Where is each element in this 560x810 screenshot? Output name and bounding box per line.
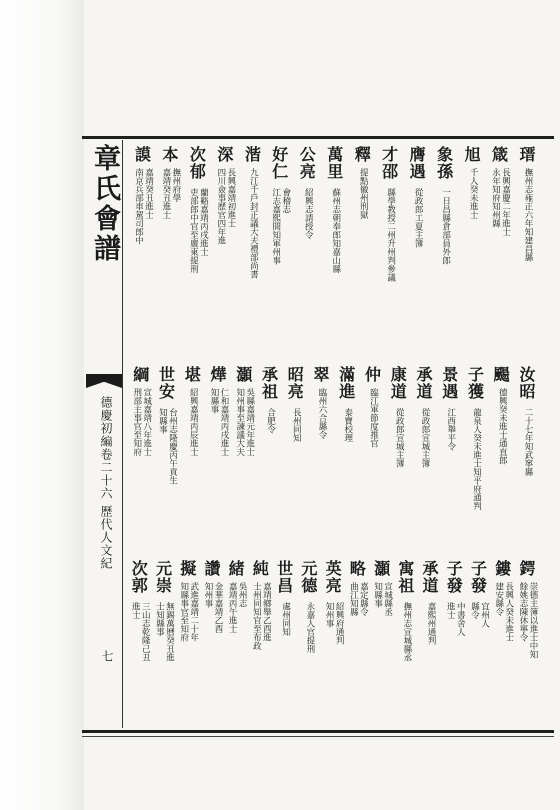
person-annotation: 臨州六合縣令 (317, 388, 327, 439)
person-annotation: 宣城嘉靖八年進士 (141, 388, 152, 456)
person-annotation: 長興人癸未進士 (503, 582, 514, 642)
person-entry (175, 366, 205, 554)
person-entry (330, 366, 360, 554)
person-annotation: 臨江軍節度推官 (368, 388, 379, 448)
person-annotation: 德興癸未進士通直郎 (497, 388, 508, 465)
person-annotation: 台州志隆慶丙午貢生 (167, 408, 178, 485)
person-name: 世安 (156, 366, 176, 400)
person-annotation: 南京兵部車駕司郎中 (133, 168, 144, 245)
person-name: 次郁 (187, 146, 207, 180)
person-name: 英亮 (323, 560, 343, 594)
person-annotation: 蘇州志朝奉郎知嘉山縣 (330, 188, 341, 273)
person-annotation: 仁和嘉靖丙戌進士 (219, 388, 229, 456)
person-entry (510, 366, 540, 554)
person-annotation: 泰寶校理 (342, 408, 353, 442)
person-annotation: 合肥令 (265, 408, 276, 434)
person-name: 鍔 (517, 560, 536, 577)
person-entry (201, 366, 231, 554)
person-name: 深 (214, 146, 234, 163)
person-annotation: 千人癸未進士 (468, 168, 479, 219)
person-name: 箴 (489, 146, 509, 163)
top-border-rule (82, 136, 554, 139)
person-name: 堪 (182, 366, 202, 383)
person-entry (290, 146, 320, 361)
person-name: 略 (347, 560, 367, 577)
person-entry (356, 366, 386, 554)
person-name: 颺 (491, 366, 511, 383)
person-annotation: 江志嘉熙間知軍州事 (270, 188, 281, 265)
fishtail-mark (86, 374, 122, 388)
person-name: 滿進 (336, 366, 356, 400)
person-annotation: 嘉定縣令 (358, 582, 369, 616)
person-entry (381, 366, 411, 554)
person-annotation: 武進嘉靖二十年 (188, 582, 199, 642)
person-annotation: 撫州志宣城縣丞 (401, 602, 412, 662)
person-name: 昭亮 (285, 366, 305, 400)
person-annotation: 嘉靖癸丑進士 (143, 168, 154, 219)
person-annotation: 宣城縣丞 (382, 582, 393, 616)
person-name: 象孫 (434, 146, 454, 180)
person-entry (407, 366, 437, 554)
person-entry (484, 366, 514, 554)
person-annotation: 進士 (445, 602, 456, 619)
person-name: 公亮 (297, 146, 317, 180)
person-annotation: 金華嘉靖乙酉 (212, 582, 223, 633)
person-annotation: 龍泉人癸未進士知平府通判 (471, 408, 482, 510)
person-name: 燁 (208, 366, 227, 383)
person-annotation: 知縣事 (372, 582, 383, 608)
person-annotation: 刑部主事官至知府 (131, 388, 142, 456)
person-annotation: 三山志乾隆己丑 (140, 602, 151, 662)
chapter-heading: 德慶初編卷二十六 歷代人文紀 (99, 396, 113, 570)
person-name: 元德 (298, 560, 318, 594)
person-annotation: 縣學教授二州升州判參議 (385, 188, 396, 282)
person-annotation: 從政郎工夏主簿 (413, 188, 424, 248)
person-name: 翠 (311, 366, 330, 383)
person-entry (235, 146, 265, 361)
person-name: 承道 (414, 366, 433, 400)
person-annotation: 建安縣令 (493, 582, 504, 616)
person-annotation: 中書舍人 (455, 602, 466, 636)
person-entry (483, 146, 513, 361)
person-annotation: 進士 (130, 602, 141, 619)
person-annotation: 吏部郎中官至廣東提刑 (188, 188, 199, 273)
person-annotation: 江西舉平令 (445, 408, 456, 451)
person-name: 康道 (388, 366, 408, 400)
person-annotation: 會稽志 (280, 188, 291, 214)
person-name: 謨 (132, 146, 152, 163)
person-annotation: 嘉熙州通判 (426, 602, 437, 645)
person-entry (150, 366, 180, 554)
person-name: 世昌 (274, 560, 294, 594)
person-annotation: 二十七年知武寧縣 (523, 408, 533, 476)
person-name: 承祖 (259, 366, 279, 400)
person-entry (124, 366, 154, 554)
person-annotation: 知縣事 (209, 388, 219, 414)
person-name: 元崇 (153, 560, 173, 594)
person-name: 綱 (130, 366, 150, 383)
person-name: 灝 (371, 560, 391, 577)
person-annotation: 知州事至諫議大夫 (234, 388, 245, 456)
person-entry (304, 366, 334, 554)
person-annotation: 一日昌縣倉部員外郎 (440, 188, 451, 265)
person-name: 子獲 (465, 366, 485, 400)
person-name: 次郭 (129, 560, 149, 594)
page-margin-column (86, 140, 123, 728)
person-annotation: 撫州志雍正六年知建昌縣 (523, 168, 533, 262)
person-annotation: 四川僉事歷官四年進 (215, 168, 226, 245)
person-annotation: 處州同知 (280, 602, 291, 636)
person-annotation: 吳州志 (237, 582, 248, 608)
person-name: 寓祖 (395, 560, 415, 594)
person-annotation: 知州事 (202, 582, 213, 608)
person-annotation: 曲江知縣 (348, 582, 359, 616)
person-annotation: 崇德主簿以進士中知 (528, 582, 538, 659)
person-annotation: 知縣事 (157, 408, 168, 434)
person-name: 旭 (462, 146, 482, 163)
person-name: 讚 (201, 560, 221, 577)
person-entry (227, 366, 257, 554)
person-annotation: 從政郎宣城主簿 (394, 408, 405, 468)
person-annotation: 撫州府學 (170, 168, 181, 202)
person-entry (180, 146, 210, 361)
person-annotation: 從政郎宣城主簿 (420, 408, 430, 468)
person-name: 仲 (362, 366, 382, 383)
person-name: 子發 (444, 560, 464, 594)
person-entry (510, 146, 540, 361)
person-name: 才邵 (379, 146, 399, 180)
person-name: 承道 (420, 560, 440, 594)
person-annotation: 知縣事官至知府 (178, 582, 189, 642)
person-name: 湝 (242, 146, 262, 163)
person-annotation: 長州同知 (291, 408, 302, 442)
person-entry (455, 146, 485, 361)
binding-margin (0, 0, 84, 810)
person-annotation: 士州同知官至布政 (251, 582, 262, 650)
person-name: 本 (159, 146, 179, 163)
person-name: 灝 (233, 366, 253, 383)
person-annotation: 嘉靖癸丑進士 (160, 168, 171, 219)
person-name: 緒 (226, 560, 246, 577)
person-name: 瑨 (517, 146, 536, 163)
person-name: 釋 (352, 146, 372, 163)
person-annotation: 餘姚志陳休寧令 (518, 582, 528, 642)
person-entry (263, 146, 293, 361)
person-entry (122, 560, 152, 748)
person-annotation: 蘭谿嘉靖丙戌進士 (198, 188, 209, 256)
person-name: 好仁 (269, 146, 289, 180)
person-annotation: 吳縣嘉靖元年進士 (244, 388, 255, 456)
person-entry (373, 146, 403, 361)
person-annotation: 紹興嘉靖丙辰進士 (188, 388, 199, 456)
person-annotation: 無錫萬曆癸丑進 (164, 602, 175, 662)
person-name: 鏤 (492, 560, 512, 577)
person-annotation: 嘉靖鄉舉乙酉進 (261, 582, 272, 642)
person-entry (125, 146, 155, 361)
person-entry (278, 366, 308, 554)
person-name: 景遇 (439, 366, 459, 400)
person-name: 子發 (468, 560, 488, 594)
person-annotation: 永年知府知州縣 (490, 168, 501, 228)
person-entry (400, 146, 430, 361)
person-annotation: 士知縣事 (154, 602, 165, 636)
leaf-number: 七 (100, 650, 114, 662)
person-annotation: 宜州人 (479, 602, 490, 628)
person-annotation: 長興嘉慶二年進士 (500, 168, 511, 236)
person-annotation: 知州事 (324, 602, 335, 628)
person-annotation: 縣令 (469, 602, 480, 619)
person-entry (433, 366, 463, 554)
book-title: 章氏會譜 (89, 144, 120, 264)
person-annotation: 九江千戶封正議大夫禮部尚書 (248, 168, 259, 279)
person-entry (253, 366, 283, 554)
person-name: 純 (250, 560, 270, 577)
person-annotation: 嘉靖丙午進士 (227, 582, 238, 633)
person-annotation: 提點徽州刑獄 (358, 168, 369, 219)
person-name: 萬里 (324, 146, 344, 180)
person-name: 擬 (177, 560, 197, 577)
person-entry (459, 366, 489, 554)
person-name: 汝昭 (517, 366, 536, 400)
person-name: 膺遇 (407, 146, 427, 180)
person-entry (345, 146, 375, 361)
person-annotation: 長興嘉靖初進士 (225, 168, 236, 228)
person-entry (318, 146, 348, 361)
person-entry (153, 146, 183, 361)
person-annotation: 永嘉人官提刑 (304, 602, 315, 653)
person-annotation: 紹興志請授令 (303, 188, 314, 239)
person-annotation: 紹興府通判 (334, 602, 345, 645)
person-entry (428, 146, 458, 361)
person-entry (208, 146, 238, 361)
